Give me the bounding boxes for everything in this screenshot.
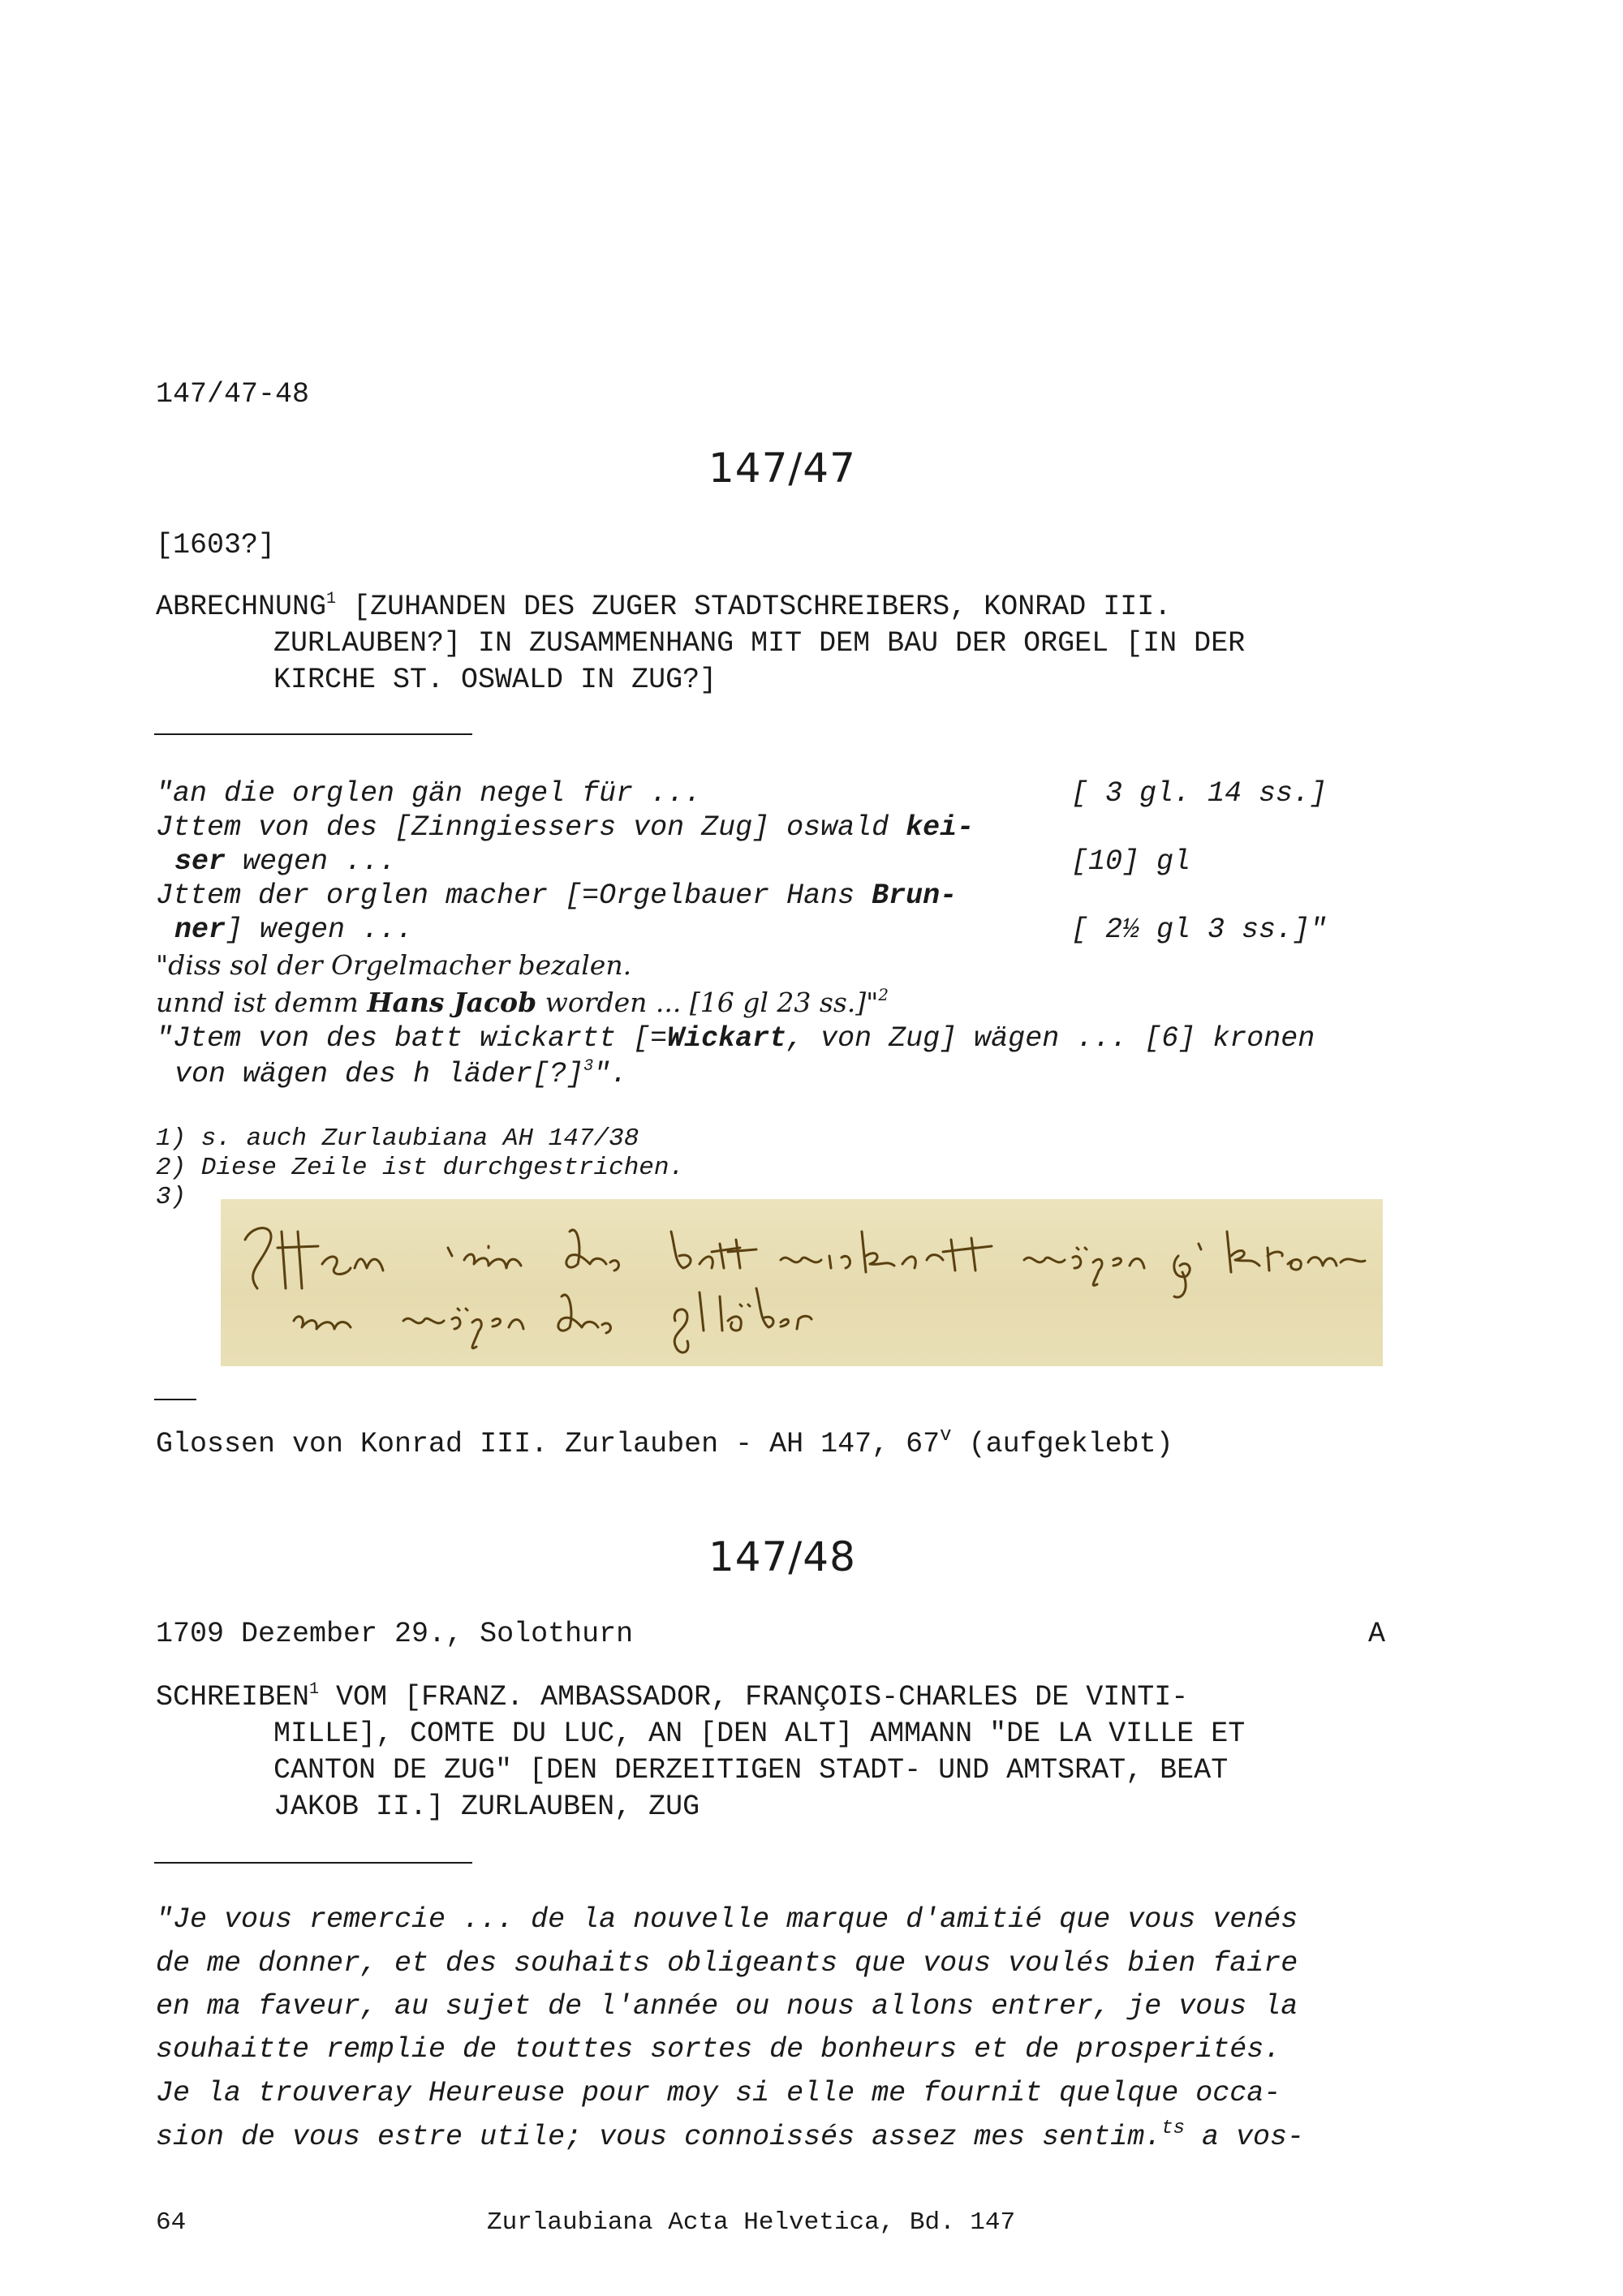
line-text: ] wegen ... — [226, 914, 414, 946]
document-date: [1603?] — [156, 529, 276, 561]
letter-body-line — [156, 2118, 1305, 2153]
title-text: SCHREIBEN — [156, 1681, 310, 1713]
footnote-marker: 1 — [326, 590, 337, 608]
struck-line — [156, 987, 889, 1018]
document-reference: 147/47-48 — [156, 378, 310, 411]
line-text: von wägen des h läder[?] — [174, 1058, 584, 1090]
gloss-text: Glossen von Konrad III. Zurlauben - AH 147, 67 — [156, 1428, 941, 1460]
footer-source: Zurlaubiana Acta Helvetica, Bd. 147 — [487, 2208, 1016, 2237]
line-text: Jttem von des [Zinngiessers von Zug] oswald — [156, 811, 906, 844]
line-emphasis: Hans Jacob — [367, 987, 537, 1018]
section-divider — [154, 733, 472, 735]
document-title-line: KIRCHE ST. OSWALD IN ZUG?] — [273, 664, 717, 696]
document-number: 147/47 — [708, 445, 856, 492]
letter-body-line: "Je vous remercie ... de la nouvelle marque d'amitié que vous venés — [156, 1903, 1298, 1936]
abbrev-superscript: ts — [1161, 2118, 1186, 2139]
letter-body-line: Je la trouveray Heureuse pour moy si elle me fournit quelque occa- — [156, 2077, 1281, 2109]
document-title-line: JAKOB II.] ZURLAUBEN, ZUG — [273, 1791, 700, 1823]
document-title-line: MILLE], COMTE DU LUC, AN [DEN ALT] AMMANN "DE LA VILLE ET — [273, 1718, 1246, 1750]
body-text: sion de vous estre utile; vous connoissés assez mes sentim. — [156, 2121, 1162, 2153]
line-text: ". — [593, 1058, 628, 1090]
document-title-line: ZURLAUBEN?] IN ZUSAMMENHANG MIT DEM BAU DER ORGEL [IN DER — [273, 627, 1246, 660]
line-emphasis: ser — [174, 845, 226, 878]
handwriting-scribbles — [221, 1199, 1383, 1366]
line-emphasis: ner — [174, 914, 226, 946]
line-emphasis: Wickart — [667, 1022, 787, 1055]
line-emphasis: kei- — [906, 811, 975, 844]
verso-marker: v — [940, 1425, 952, 1447]
account-amount: [ 3 gl. 14 ss.] — [1071, 777, 1328, 810]
line-text: Jttem der orglen macher [=Orgelbauer Hans — [156, 879, 872, 912]
document-date: 1709 Dezember 29., Solothurn — [156, 1618, 634, 1650]
title-text: [ZUHANDEN DES ZUGER STADTSCHREIBERS, KONRAD III. — [336, 591, 1172, 623]
title-text: VOM [FRANZ. AMBASSADOR, FRANÇOIS-CHARLES DE VINTI- — [319, 1681, 1189, 1713]
account-line — [156, 1022, 1315, 1055]
account-line — [174, 914, 413, 946]
line-text: unnd ist demm — [156, 987, 368, 1018]
line-text: , von Zug] wägen ... [6] kronen — [786, 1022, 1315, 1055]
page-number: 64 — [156, 2208, 187, 2237]
line-text: worden ... [16 gl 23 ss.]" — [536, 987, 879, 1018]
letter-body-line: en ma faveur, au sujet de l'année ou nous allons entrer, je vous la — [156, 1990, 1298, 2023]
line-text: "Jtem von des batt wickartt [= — [156, 1022, 668, 1055]
document-number: 147/48 — [708, 1533, 856, 1580]
footnote-marker: 2 — [878, 985, 889, 1004]
document-title-line — [156, 591, 1171, 623]
line-text: wegen ... — [226, 845, 397, 878]
body-text: a vos- — [1185, 2121, 1305, 2153]
document-type-letter: A — [1368, 1618, 1386, 1650]
footnote: 1) s. auch Zurlaubiana AH 147/38 — [156, 1124, 639, 1153]
account-line — [174, 1058, 627, 1090]
account-amount: [ 2½ gl 3 ss.]" — [1071, 914, 1328, 946]
footnote-marker: 1 — [309, 1680, 320, 1699]
footnote: 2) Diese Zeile ist durchgestrichen. — [156, 1154, 685, 1182]
account-amount: [10] gl — [1071, 845, 1191, 878]
account-line: "an die orglen gän negel für ... — [156, 777, 702, 810]
account-line — [156, 811, 974, 844]
letter-body-line: souhaitte remplie de touttes sortes de bonheurs et de prosperités. — [156, 2033, 1281, 2066]
section-divider-short — [154, 1399, 196, 1400]
footnote-marker: 3 — [583, 1057, 594, 1076]
footnote: 3) — [156, 1183, 187, 1211]
document-title-line: CANTON DE ZUG" [DEN DERZEITIGEN STADT- UND AMTSRAT, BEAT — [273, 1754, 1229, 1786]
section-divider — [154, 1862, 472, 1864]
struck-line: "diss sol der Orgelmacher bezalen. — [156, 949, 632, 981]
gloss-note — [156, 1425, 1173, 1460]
title-text: ABRECHNUNG — [156, 591, 327, 623]
gloss-text: (aufgeklebt) — [951, 1428, 1173, 1460]
manuscript-image — [221, 1199, 1383, 1366]
account-line — [156, 879, 957, 912]
line-emphasis: Brun- — [872, 879, 958, 912]
letter-body-line: de me donner, et des souhaits obligeants que vous voulés bien faire — [156, 1947, 1298, 1980]
account-line — [174, 845, 396, 878]
document-title-line — [156, 1681, 1188, 1713]
